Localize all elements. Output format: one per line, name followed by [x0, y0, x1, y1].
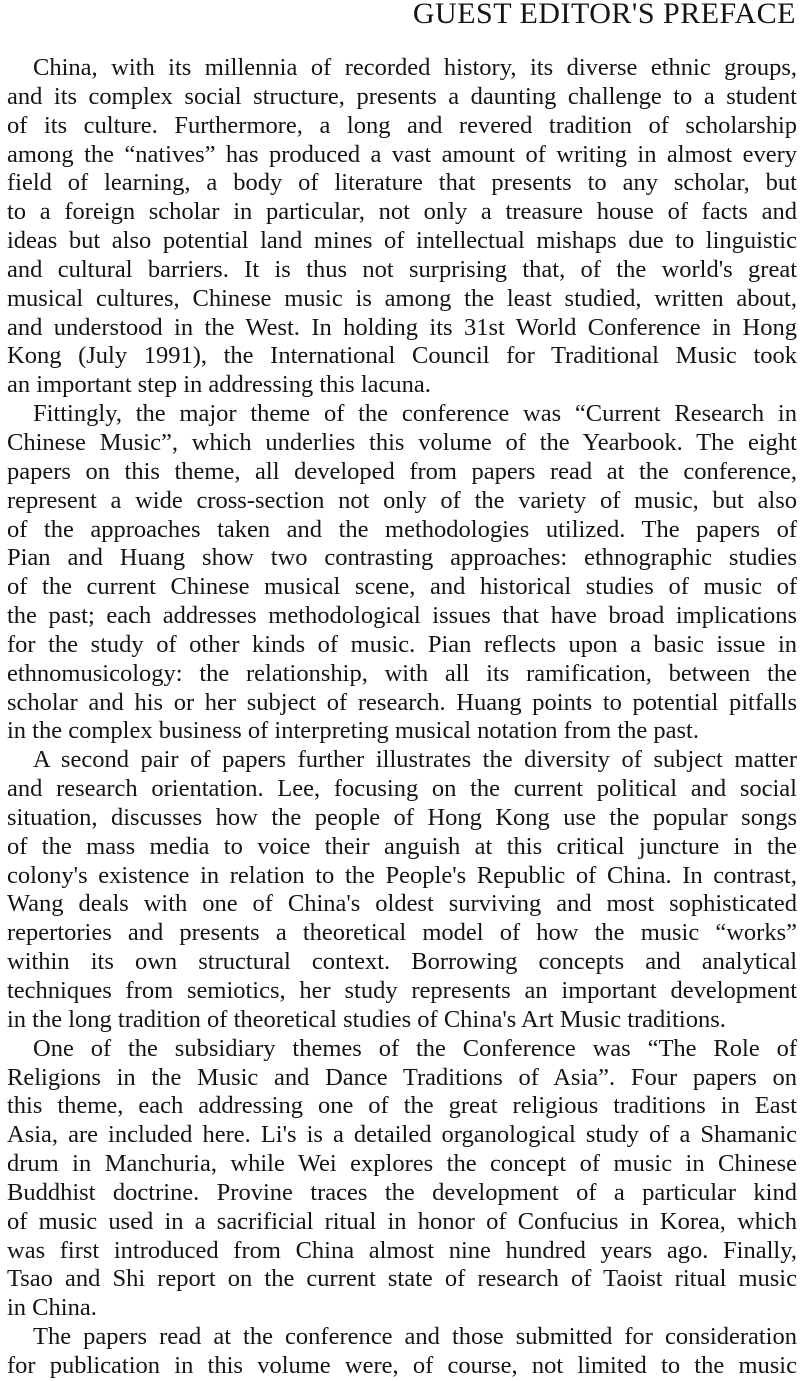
text-line: The papers read at the conference and those submitted for consideration [33, 1323, 797, 1351]
text-line: repertories and presents a theoretical model of how the music “works” [7, 919, 797, 947]
text-line: colony's existence in relation to the People's Republic of China. In contrast, [7, 861, 797, 889]
text-line: for the study of other kinds of music. Pian reflects upon a basic issue in [7, 630, 797, 658]
text-line: situation, discusses how the people of Hong Kong use the popular songs [7, 803, 797, 831]
text-line: of the mass media to voice their anguish at this critical juncture in the [7, 832, 797, 860]
text-line: represent a wide cross-section not only of the variety of music, but also [7, 486, 797, 514]
text-line: and its complex social structure, presents a daunting challenge to a student [7, 82, 797, 110]
text-line: Tsao and Shi report on the current state of research of Taoist ritual music [7, 1265, 797, 1293]
text-line: China, with its millennia of recorded history, its diverse ethnic groups, [33, 54, 797, 81]
text-line: Kong (July 1991), the International Council for Traditional Music took [7, 342, 797, 370]
text-line: within its own structural context. Borrowing concepts and analytical [7, 948, 797, 976]
text-line: among the “natives” has produced a vast amount of writing in almost every [7, 140, 797, 168]
text-line: and understood in the West. In holding its 31st World Conference in Hong [7, 313, 797, 341]
paragraph [7, 1035, 797, 1323]
text-line: Fittingly, the major theme of the conference was “Current Research in [33, 400, 797, 428]
text-line: Pian and Huang show two contrasting approaches: ethnographic studies [7, 544, 797, 572]
text-line: ideas but also potential land mines of intellectual mishaps due to linguistic [7, 227, 797, 255]
text-line: A second pair of papers further illustrates the diversity of subject matter [33, 746, 797, 774]
text-line: drum in Manchuria, while Wei explores the concept of music in Chinese [7, 1150, 797, 1178]
text-line: was first introduced from China almost nine hundred years ago. Finally, [7, 1236, 797, 1264]
paragraph [7, 400, 797, 746]
text-line: of music used in a sacrificial ritual in honor of Confucius in Korea, which [7, 1207, 797, 1235]
text-line: in the complex business of interpreting musical notation from the past. [7, 717, 699, 745]
text-line: Wang deals with one of China's oldest surviving and most sophisticated [7, 890, 797, 918]
text-line: techniques from semiotics, her study represents an important development [7, 977, 797, 1004]
paragraph [7, 746, 797, 1034]
text-line: this theme, each addressing one of the great religious traditions in East [7, 1092, 797, 1120]
text-line: for publication in this volume were, of course, not limited to the music [7, 1351, 797, 1379]
text-line: in China. [7, 1294, 97, 1322]
text-line: of the approaches taken and the methodologies utilized. The papers of [7, 515, 797, 543]
text-line: Chinese Music”, which underlies this volume of the Yearbook. The eight [7, 428, 797, 456]
text-line: the past; each addresses methodological issues that have broad implications [7, 602, 797, 630]
text-line: and cultural barriers. It is thus not surprising that, of the world's great [7, 255, 797, 283]
text-line: Religions in the Music and Dance Traditions of Asia”. Four papers on [7, 1063, 797, 1091]
text-line: One of the subsidiary themes of the Conference was “The Role of [33, 1034, 797, 1062]
text-line: papers on this theme, all developed from papers read at the conference, [7, 457, 797, 485]
text-line: in the long tradition of theoretical studies of China's Art Music traditions. [7, 1005, 726, 1033]
text-line: and research orientation. Lee, focusing on the current political and social [7, 775, 797, 803]
text-line: of its culture. Furthermore, a long and revered tradition of scholarship [7, 111, 797, 139]
text-line: Asia, are included here. Li's is a detailed organological study of a Shamanic [7, 1121, 797, 1149]
text-line: an important step in addressing this lacuna. [7, 371, 431, 399]
paragraph [7, 54, 797, 400]
text-line: Buddhist doctrine. Provine traces the development of a particular kind [7, 1178, 797, 1206]
text-line: ethnomusicology: the relationship, with all its ramification, between the [7, 659, 797, 687]
page-title: GUEST EDITOR'S PREFACE [412, 0, 796, 30]
text-line: to a foreign scholar in particular, not only a treasure house of facts and [7, 198, 797, 226]
paragraph [7, 1323, 797, 1381]
text-line: musical cultures, Chinese music is among the least studied, written about, [7, 284, 797, 312]
text-line: field of learning, a body of literature that presents to any scholar, but [7, 169, 797, 197]
text-line: scholar and his or her subject of research. Huang points to potential pitfalls [7, 688, 797, 716]
article-body [7, 54, 797, 1381]
text-line: of the current Chinese musical scene, and historical studies of music of [7, 573, 797, 601]
